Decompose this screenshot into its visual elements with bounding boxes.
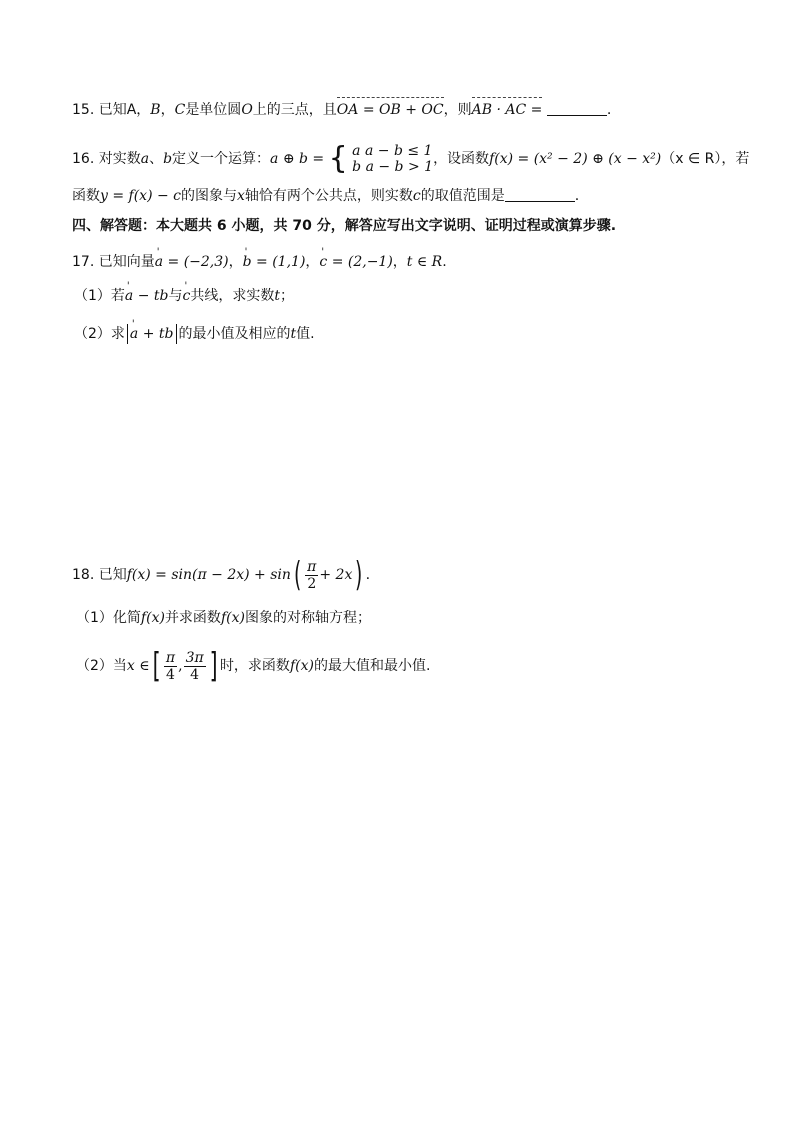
question-17-part1	[74, 286, 294, 306]
q15-end: .	[606, 102, 612, 118]
q18-text: 的最大值和最小值.	[313, 658, 431, 674]
fraction-numerator: 3π	[185, 649, 204, 666]
q16-text: 、	[149, 151, 164, 167]
vector-expression: ' a + tb	[130, 324, 174, 344]
answer-blank[interactable]	[547, 101, 607, 116]
q17-text: ；	[279, 288, 294, 304]
part-label: （1）若	[74, 288, 125, 304]
separator: ，	[305, 254, 320, 270]
question-number: 15.	[72, 102, 95, 118]
q17-text: 已知向量	[98, 254, 155, 270]
abs-bar-left	[127, 324, 128, 344]
operator-definition: a ⊕ b =	[270, 151, 325, 167]
t-letter: t	[274, 288, 280, 304]
brace-icon: {	[328, 141, 348, 176]
q17-text: 值.	[296, 326, 315, 342]
q18-text: 时，求函数	[219, 658, 290, 674]
question-17	[72, 252, 447, 272]
q15-text: 上的三点，且	[252, 102, 337, 118]
fraction-denominator: 2	[307, 575, 317, 592]
q16-text: 定义一个运算：	[172, 151, 271, 167]
vector-b: ' b = (1,1)	[243, 252, 306, 272]
q16-text: 对实数	[98, 151, 141, 167]
q16-domain: （x ∈ R），若	[661, 151, 750, 167]
t-letter: t	[290, 326, 297, 342]
vector-expression: ' a − tb	[125, 286, 169, 306]
fraction-denominator: 4	[166, 666, 175, 683]
vector-c: ' c	[183, 286, 191, 306]
fraction-numerator: π	[307, 558, 317, 575]
answer-blank[interactable]	[505, 187, 575, 202]
t-domain: t ∈ R	[406, 254, 443, 270]
q15-text: ，	[160, 102, 175, 118]
q15-c-letter: C	[174, 102, 186, 118]
question-16	[72, 142, 749, 176]
function-symbol: f(x)	[140, 610, 165, 626]
fraction	[305, 559, 318, 592]
q15-o-letter: O	[241, 102, 253, 118]
q16-text: 函数	[72, 188, 100, 204]
question-18-part2: （2）当x ∈[ $\frac{\pi}{4}$ , $\frac{3\pi}{4}$ ] 时，求函数f(x)的最大值和最小值.	[76, 646, 431, 686]
q15-text: 已知A，	[98, 102, 151, 118]
abs-bar-right	[176, 324, 177, 344]
fraction-numerator: π	[165, 649, 176, 666]
vector-c: ' c = (2,−1)	[319, 252, 392, 272]
question-16-line2	[72, 186, 579, 206]
q18-text: 已知	[98, 567, 127, 583]
q15-text: ，则	[443, 102, 472, 118]
q18-text: 图象的对称轴方程；	[244, 610, 371, 626]
dot-product-expression: AB · AC =	[471, 102, 543, 118]
question-18-part1	[76, 608, 371, 628]
fraction	[184, 650, 206, 683]
q16-text: ，设函数	[433, 151, 490, 167]
question-18	[72, 555, 370, 595]
function-symbol: f(x)	[220, 610, 245, 626]
q17-text: 共线，求实数	[190, 288, 275, 304]
question-17-part2	[74, 324, 315, 344]
function-tail: + 2x	[319, 567, 353, 583]
function-definition: f(x) = sin(π − 2x) + sin	[126, 567, 291, 583]
question-number: 18.	[72, 567, 95, 583]
q17-end: .	[442, 254, 447, 270]
separator: ，	[228, 254, 243, 270]
q18-text: 并求函数	[164, 610, 221, 626]
paren-right-icon: )	[355, 555, 363, 595]
q17-text: 的最小值及相应的	[178, 326, 291, 342]
c-letter: c	[412, 188, 421, 204]
question-15	[72, 100, 611, 120]
x-in: x ∈	[126, 658, 150, 674]
part-label: （2）当	[76, 658, 127, 674]
q16-a-letter: a	[140, 151, 150, 167]
x-letter: x	[237, 188, 245, 204]
q16-text: 的取值范围是	[420, 188, 505, 204]
part-label: （1）化简	[76, 610, 141, 626]
q15-b-letter: B	[150, 102, 161, 118]
fraction	[164, 650, 177, 683]
vector-equation: OA = OB + OC	[336, 102, 444, 118]
case-2: b a − b > 1	[352, 159, 434, 175]
question-number: 17.	[72, 254, 95, 270]
q16-text: 轴恰有两个公共点，则实数	[244, 188, 413, 204]
q17-text: 与	[168, 288, 183, 304]
bracket-left-icon: [	[152, 646, 161, 686]
function-definition: f(x) = (x² − 2) ⊕ (x − x²)	[489, 151, 662, 167]
q16-text: 的图象与	[181, 188, 238, 204]
bracket-right-icon: ]	[209, 646, 218, 686]
q18-end: .	[365, 567, 371, 583]
paren-left-icon: (	[293, 555, 302, 595]
function-symbol: f(x)	[289, 658, 314, 674]
piecewise-cases	[329, 142, 433, 176]
part-label: （2）求	[74, 326, 125, 342]
fraction-denominator: 4	[190, 666, 200, 683]
section-heading: 四、解答题：本大题共 6 小题，共 70 分，解答应写出文字说明、证明过程或演算步骤.	[72, 218, 617, 234]
case-1: a a − b ≤ 1	[352, 143, 433, 159]
q15-text: 是单位圆	[185, 102, 242, 118]
q16-b-letter: b	[163, 151, 173, 167]
vector-a: ' a = (−2,3)	[155, 252, 229, 272]
function-expression: y = f(x) − c	[100, 188, 182, 204]
q16-end: .	[574, 188, 580, 204]
separator: ，	[392, 254, 407, 270]
question-number: 16.	[72, 151, 95, 167]
